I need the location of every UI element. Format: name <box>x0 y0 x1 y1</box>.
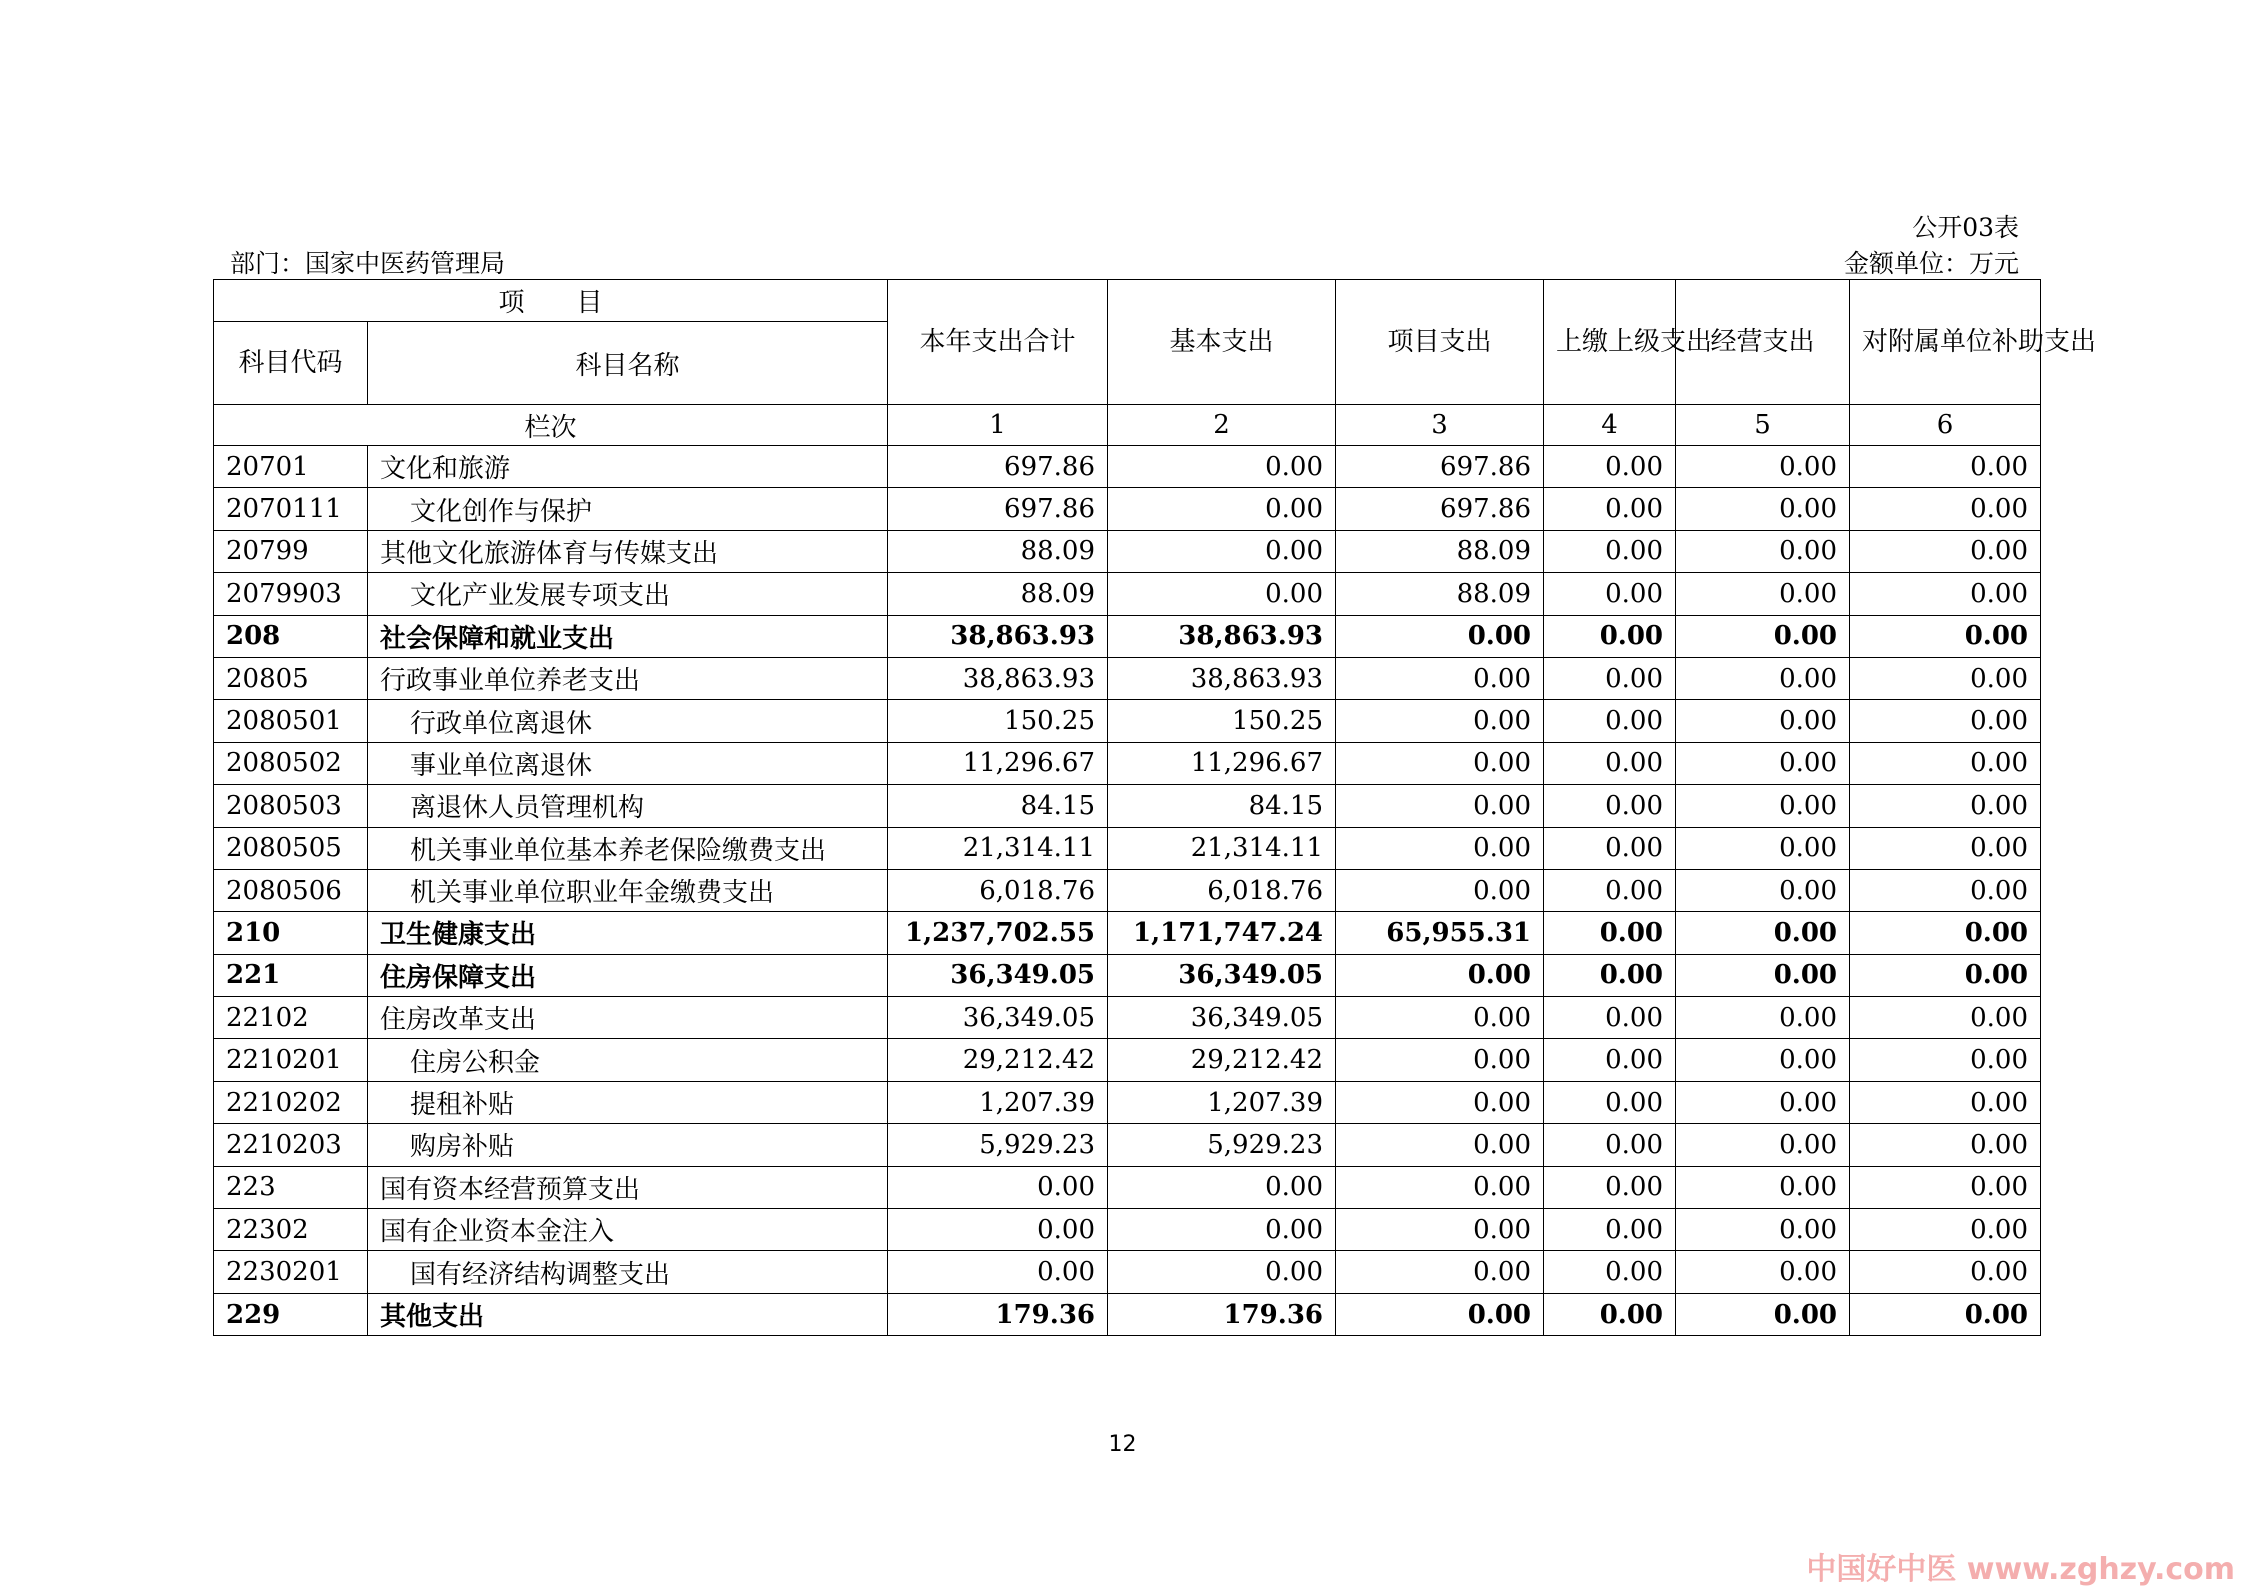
row-code: 2210201 <box>214 1039 368 1081</box>
row-name: 国有经济结构调整支出 <box>368 1251 888 1293</box>
row-value: 0.00 <box>1336 1081 1544 1123</box>
row-code: 22102 <box>214 997 368 1039</box>
row-code: 2070111 <box>214 488 368 530</box>
row-code: 2080502 <box>214 742 368 784</box>
row-value: 0.00 <box>1676 1209 1850 1251</box>
row-name: 机关事业单位职业年金缴费支出 <box>368 869 888 911</box>
row-value: 179.36 <box>888 1293 1108 1335</box>
table-row <box>214 657 2041 699</box>
header-col-num: 2 <box>1108 405 1336 446</box>
table-row <box>214 1209 2041 1251</box>
row-code: 2210203 <box>214 1124 368 1166</box>
row-value: 0.00 <box>1676 446 1850 488</box>
row-code: 210 <box>214 912 368 954</box>
row-code: 2230201 <box>214 1251 368 1293</box>
row-value: 0.00 <box>1850 912 2041 954</box>
row-value: 6,018.76 <box>1108 869 1336 911</box>
row-name: 行政事业单位养老支出 <box>368 657 888 699</box>
row-code: 223 <box>214 1166 368 1208</box>
row-value: 0.00 <box>1108 1209 1336 1251</box>
row-value: 38,863.93 <box>1108 615 1336 657</box>
row-value: 0.00 <box>1108 1251 1336 1293</box>
row-value: 0.00 <box>1544 1209 1676 1251</box>
row-value: 0.00 <box>1850 530 2041 572</box>
row-value: 0.00 <box>1544 1039 1676 1081</box>
row-value: 0.00 <box>1336 1209 1544 1251</box>
row-value: 0.00 <box>1336 954 1544 996</box>
table-row <box>214 1251 2041 1293</box>
row-value: 84.15 <box>888 785 1108 827</box>
row-value: 0.00 <box>1850 785 2041 827</box>
row-value: 0.00 <box>1544 954 1676 996</box>
row-value: 0.00 <box>1544 615 1676 657</box>
row-value: 88.09 <box>888 530 1108 572</box>
row-value: 150.25 <box>1108 700 1336 742</box>
row-name: 社会保障和就业支出 <box>368 615 888 657</box>
row-value: 0.00 <box>1676 1293 1850 1335</box>
row-name: 离退休人员管理机构 <box>368 785 888 827</box>
row-value: 0.00 <box>1676 657 1850 699</box>
row-value: 1,237,702.55 <box>888 912 1108 954</box>
row-value: 0.00 <box>1850 573 2041 615</box>
row-name: 文化创作与保护 <box>368 488 888 530</box>
row-value: 179.36 <box>1108 1293 1336 1335</box>
row-value: 0.00 <box>1850 1124 2041 1166</box>
row-value: 0.00 <box>1676 1124 1850 1166</box>
row-value: 0.00 <box>1544 1293 1676 1335</box>
row-value: 11,296.67 <box>1108 742 1336 784</box>
row-value: 0.00 <box>1676 700 1850 742</box>
row-value: 0.00 <box>1544 488 1676 530</box>
row-value: 0.00 <box>1676 1039 1850 1081</box>
row-code: 208 <box>214 615 368 657</box>
row-name: 事业单位离退休 <box>368 742 888 784</box>
row-value: 38,863.93 <box>888 657 1108 699</box>
row-value: 0.00 <box>1336 869 1544 911</box>
row-name: 国有企业资本金注入 <box>368 1209 888 1251</box>
form-number: 公开03表 <box>1912 213 2019 242</box>
row-name: 文化和旅游 <box>368 446 888 488</box>
row-value: 0.00 <box>1676 954 1850 996</box>
row-name: 卫生健康支出 <box>368 912 888 954</box>
table-row <box>214 615 2041 657</box>
page-number: 12 <box>1108 1432 1137 1457</box>
row-value: 0.00 <box>1676 912 1850 954</box>
row-value: 0.00 <box>1850 954 2041 996</box>
row-value: 88.09 <box>1336 573 1544 615</box>
row-value: 0.00 <box>1544 742 1676 784</box>
row-value: 0.00 <box>1544 1251 1676 1293</box>
row-value: 36,349.05 <box>888 997 1108 1039</box>
row-value: 0.00 <box>1544 573 1676 615</box>
row-name: 购房补贴 <box>368 1124 888 1166</box>
row-value: 0.00 <box>1108 446 1336 488</box>
row-value: 11,296.67 <box>888 742 1108 784</box>
row-code: 2210202 <box>214 1081 368 1123</box>
row-value: 0.00 <box>1850 615 2041 657</box>
row-code: 2080506 <box>214 869 368 911</box>
row-value: 38,863.93 <box>888 615 1108 657</box>
row-name: 其他支出 <box>368 1293 888 1335</box>
table-row <box>214 446 2041 488</box>
header-code: 科目代码 <box>214 322 368 405</box>
row-code: 20799 <box>214 530 368 572</box>
row-value: 65,955.31 <box>1336 912 1544 954</box>
table-row <box>214 573 2041 615</box>
row-value: 0.00 <box>1676 530 1850 572</box>
header-item: 项 目 <box>214 280 888 322</box>
row-value: 0.00 <box>1336 1293 1544 1335</box>
table-row <box>214 700 2041 742</box>
row-value: 0.00 <box>1676 1081 1850 1123</box>
row-value: 0.00 <box>1544 1081 1676 1123</box>
row-name: 住房保障支出 <box>368 954 888 996</box>
header-col-num: 5 <box>1676 405 1850 446</box>
row-value: 0.00 <box>1850 1251 2041 1293</box>
row-value: 0.00 <box>1108 573 1336 615</box>
expenditure-table <box>213 279 2097 1336</box>
row-name: 其他文化旅游体育与传媒支出 <box>368 530 888 572</box>
row-value: 0.00 <box>1544 785 1676 827</box>
table-row <box>214 785 2041 827</box>
row-value: 0.00 <box>1850 997 2041 1039</box>
row-value: 0.00 <box>1850 1039 2041 1081</box>
row-value: 0.00 <box>1544 869 1676 911</box>
table-row <box>214 530 2041 572</box>
row-value: 0.00 <box>1850 446 2041 488</box>
row-value: 0.00 <box>1108 530 1336 572</box>
row-value: 697.86 <box>1336 446 1544 488</box>
row-value: 0.00 <box>1850 742 2041 784</box>
row-name: 机关事业单位基本养老保险缴费支出 <box>368 827 888 869</box>
row-value: 0.00 <box>1544 912 1676 954</box>
row-code: 22302 <box>214 1209 368 1251</box>
row-value: 29,212.42 <box>888 1039 1108 1081</box>
header-row-label: 栏次 <box>214 405 888 446</box>
row-value: 0.00 <box>1544 997 1676 1039</box>
table-row <box>214 1081 2041 1123</box>
row-value: 0.00 <box>1336 827 1544 869</box>
row-value: 36,349.05 <box>888 954 1108 996</box>
row-value: 0.00 <box>1336 700 1544 742</box>
row-value: 0.00 <box>1336 1166 1544 1208</box>
row-value: 0.00 <box>1336 657 1544 699</box>
table-row <box>214 488 2041 530</box>
table-row <box>214 742 2041 784</box>
row-value: 0.00 <box>1336 1251 1544 1293</box>
row-value: 697.86 <box>888 446 1108 488</box>
row-value: 0.00 <box>1850 657 2041 699</box>
row-value: 0.00 <box>1850 827 2041 869</box>
table-row <box>214 1293 2041 1335</box>
header-upper: 上缴上级支出 <box>1544 280 1676 405</box>
row-value: 1,171,747.24 <box>1108 912 1336 954</box>
row-code: 2079903 <box>214 573 368 615</box>
header-col-num: 6 <box>1850 405 2041 446</box>
row-code: 229 <box>214 1293 368 1335</box>
row-value: 0.00 <box>1544 657 1676 699</box>
row-value: 0.00 <box>1676 742 1850 784</box>
row-code: 2080501 <box>214 700 368 742</box>
row-code: 221 <box>214 954 368 996</box>
watermark: 中国好中医 www.zghzy.com <box>1806 1552 2235 1587</box>
row-value: 88.09 <box>888 573 1108 615</box>
table-row <box>214 1166 2041 1208</box>
row-name: 住房公积金 <box>368 1039 888 1081</box>
header-col-num: 3 <box>1336 405 1544 446</box>
row-value: 0.00 <box>1676 827 1850 869</box>
row-value: 88.09 <box>1336 530 1544 572</box>
header-subsidy: 对附属单位补助支出 <box>1850 280 2041 405</box>
row-value: 0.00 <box>1676 1166 1850 1208</box>
table-row <box>214 1039 2041 1081</box>
row-value: 0.00 <box>1544 700 1676 742</box>
table-row <box>214 869 2041 911</box>
row-value: 0.00 <box>888 1209 1108 1251</box>
row-value: 0.00 <box>1676 785 1850 827</box>
table-row <box>214 827 2041 869</box>
row-name: 住房改革支出 <box>368 997 888 1039</box>
row-value: 0.00 <box>1676 573 1850 615</box>
row-value: 6,018.76 <box>888 869 1108 911</box>
row-name: 国有资本经营预算支出 <box>368 1166 888 1208</box>
header-name: 科目名称 <box>368 322 888 405</box>
row-value: 0.00 <box>1850 700 2041 742</box>
row-value: 0.00 <box>1850 488 2041 530</box>
row-value: 21,314.11 <box>888 827 1108 869</box>
row-code: 2080505 <box>214 827 368 869</box>
header-business: 经营支出 <box>1676 280 1850 405</box>
row-value: 0.00 <box>1676 488 1850 530</box>
row-value: 0.00 <box>1108 488 1336 530</box>
row-value: 5,929.23 <box>888 1124 1108 1166</box>
row-name: 行政单位离退休 <box>368 700 888 742</box>
row-value: 0.00 <box>1850 1209 2041 1251</box>
currency-unit-label: 金额单位：万元 <box>1843 249 2019 278</box>
row-value: 0.00 <box>1336 997 1544 1039</box>
row-value: 0.00 <box>1850 1293 2041 1335</box>
table-row <box>214 1124 2041 1166</box>
row-value: 0.00 <box>1544 827 1676 869</box>
row-value: 0.00 <box>1336 742 1544 784</box>
row-value: 36,349.05 <box>1108 954 1336 996</box>
row-name: 文化产业发展专项支出 <box>368 573 888 615</box>
row-value: 697.86 <box>888 488 1108 530</box>
row-value: 150.25 <box>888 700 1108 742</box>
row-value: 697.86 <box>1336 488 1544 530</box>
table-row <box>214 912 2041 954</box>
header-basic: 基本支出 <box>1108 280 1336 405</box>
row-code: 20701 <box>214 446 368 488</box>
row-value: 5,929.23 <box>1108 1124 1336 1166</box>
header-total: 本年支出合计 <box>888 280 1108 405</box>
row-name: 提租补贴 <box>368 1081 888 1123</box>
row-value: 0.00 <box>1336 1124 1544 1166</box>
header-col-num: 1 <box>888 405 1108 446</box>
row-value: 0.00 <box>1850 1081 2041 1123</box>
row-value: 0.00 <box>1336 615 1544 657</box>
row-value: 0.00 <box>888 1166 1108 1208</box>
row-value: 0.00 <box>1544 1166 1676 1208</box>
row-value: 0.00 <box>888 1251 1108 1293</box>
row-value: 36,349.05 <box>1108 997 1336 1039</box>
row-value: 0.00 <box>1544 446 1676 488</box>
row-value: 21,314.11 <box>1108 827 1336 869</box>
row-value: 0.00 <box>1544 1124 1676 1166</box>
row-value: 0.00 <box>1676 1251 1850 1293</box>
row-code: 2080503 <box>214 785 368 827</box>
table-row <box>214 997 2041 1039</box>
header-project: 项目支出 <box>1336 280 1544 405</box>
row-value: 0.00 <box>1676 869 1850 911</box>
table-row <box>214 954 2041 996</box>
row-value: 84.15 <box>1108 785 1336 827</box>
row-value: 0.00 <box>1676 615 1850 657</box>
row-value: 1,207.39 <box>888 1081 1108 1123</box>
row-value: 0.00 <box>1676 997 1850 1039</box>
row-value: 0.00 <box>1544 530 1676 572</box>
row-value: 1,207.39 <box>1108 1081 1336 1123</box>
row-value: 0.00 <box>1850 869 2041 911</box>
row-value: 29,212.42 <box>1108 1039 1336 1081</box>
row-value: 0.00 <box>1336 785 1544 827</box>
department-label: 部门：国家中医药管理局 <box>230 249 506 278</box>
header-col-num: 4 <box>1544 405 1676 446</box>
row-code: 20805 <box>214 657 368 699</box>
row-value: 0.00 <box>1336 1039 1544 1081</box>
row-value: 0.00 <box>1108 1166 1336 1208</box>
row-value: 0.00 <box>1850 1166 2041 1208</box>
row-value: 38,863.93 <box>1108 657 1336 699</box>
